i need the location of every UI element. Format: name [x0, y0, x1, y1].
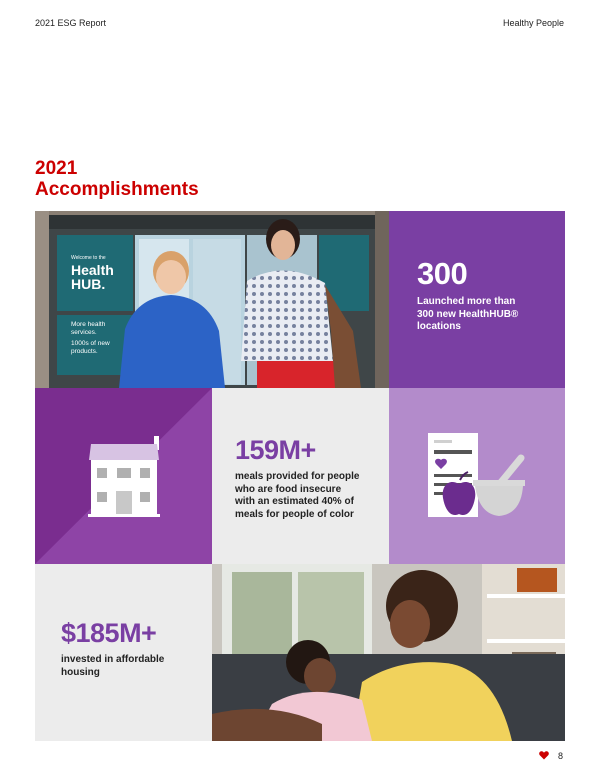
stat-desc-healthhub-3: locations [417, 321, 461, 332]
healthhub-photo-art [35, 211, 389, 388]
section-title: Healthy People [502, 18, 564, 28]
sign-products-1: 1000s of new [71, 340, 110, 347]
sign-services-1: More health [71, 321, 106, 328]
report-title: 2021 ESG Report [35, 18, 107, 28]
family-photo-art [212, 564, 565, 741]
stat-desc-healthhub [417, 296, 518, 334]
stat-desc-meals-4: meals for people of color [235, 508, 354, 520]
sign-services-2: services. [71, 329, 97, 336]
stat-tile-housing [35, 564, 212, 741]
nutrition-tile [389, 388, 565, 564]
healthhub-sign-services [71, 321, 131, 356]
stat-desc-meals-1: meals provided for people [235, 471, 360, 482]
mortar-pestle-icon [473, 458, 525, 516]
healthhub-sign [71, 255, 131, 291]
house-tile [35, 388, 212, 564]
stat-desc-housing-1: invested in affordable [61, 654, 165, 665]
stat-value-meals: 159M+ [235, 435, 316, 465]
page-title-text: Accomplishments [35, 179, 199, 200]
house-icon [88, 436, 160, 517]
page-title [35, 158, 199, 200]
stat-tile-healthhub [389, 211, 565, 388]
sign-hub: HUB. [71, 276, 106, 292]
nutrition-tile-art [389, 388, 565, 564]
healthhub-photo [35, 211, 389, 388]
stat-desc-meals [235, 471, 359, 521]
stat-value-healthhub: 300 [417, 256, 468, 291]
stat-value-housing: $185M+ [61, 618, 157, 648]
heart-icon [539, 751, 549, 760]
family-photo [212, 564, 565, 741]
page-title-year: 2021 [35, 158, 78, 179]
sign-products-2: products. [71, 348, 98, 355]
page-number: 8 [558, 751, 564, 761]
stat-tile-meals [212, 388, 389, 564]
house-tile-art [35, 388, 212, 564]
stat-desc-housing-2: housing [61, 666, 100, 678]
stat-desc-meals-3: with an estimated 40% of [235, 496, 354, 507]
sign-health: Health [71, 262, 114, 278]
stat-desc-healthhub-1: Launched more than [417, 296, 516, 307]
stat-desc-healthhub-2: 300 new HealthHUB® [417, 308, 519, 320]
stat-desc-meals-2: who are food insecure [235, 483, 342, 495]
stat-desc-housing [61, 654, 164, 679]
sign-welcome: Welcome to the [71, 255, 106, 261]
